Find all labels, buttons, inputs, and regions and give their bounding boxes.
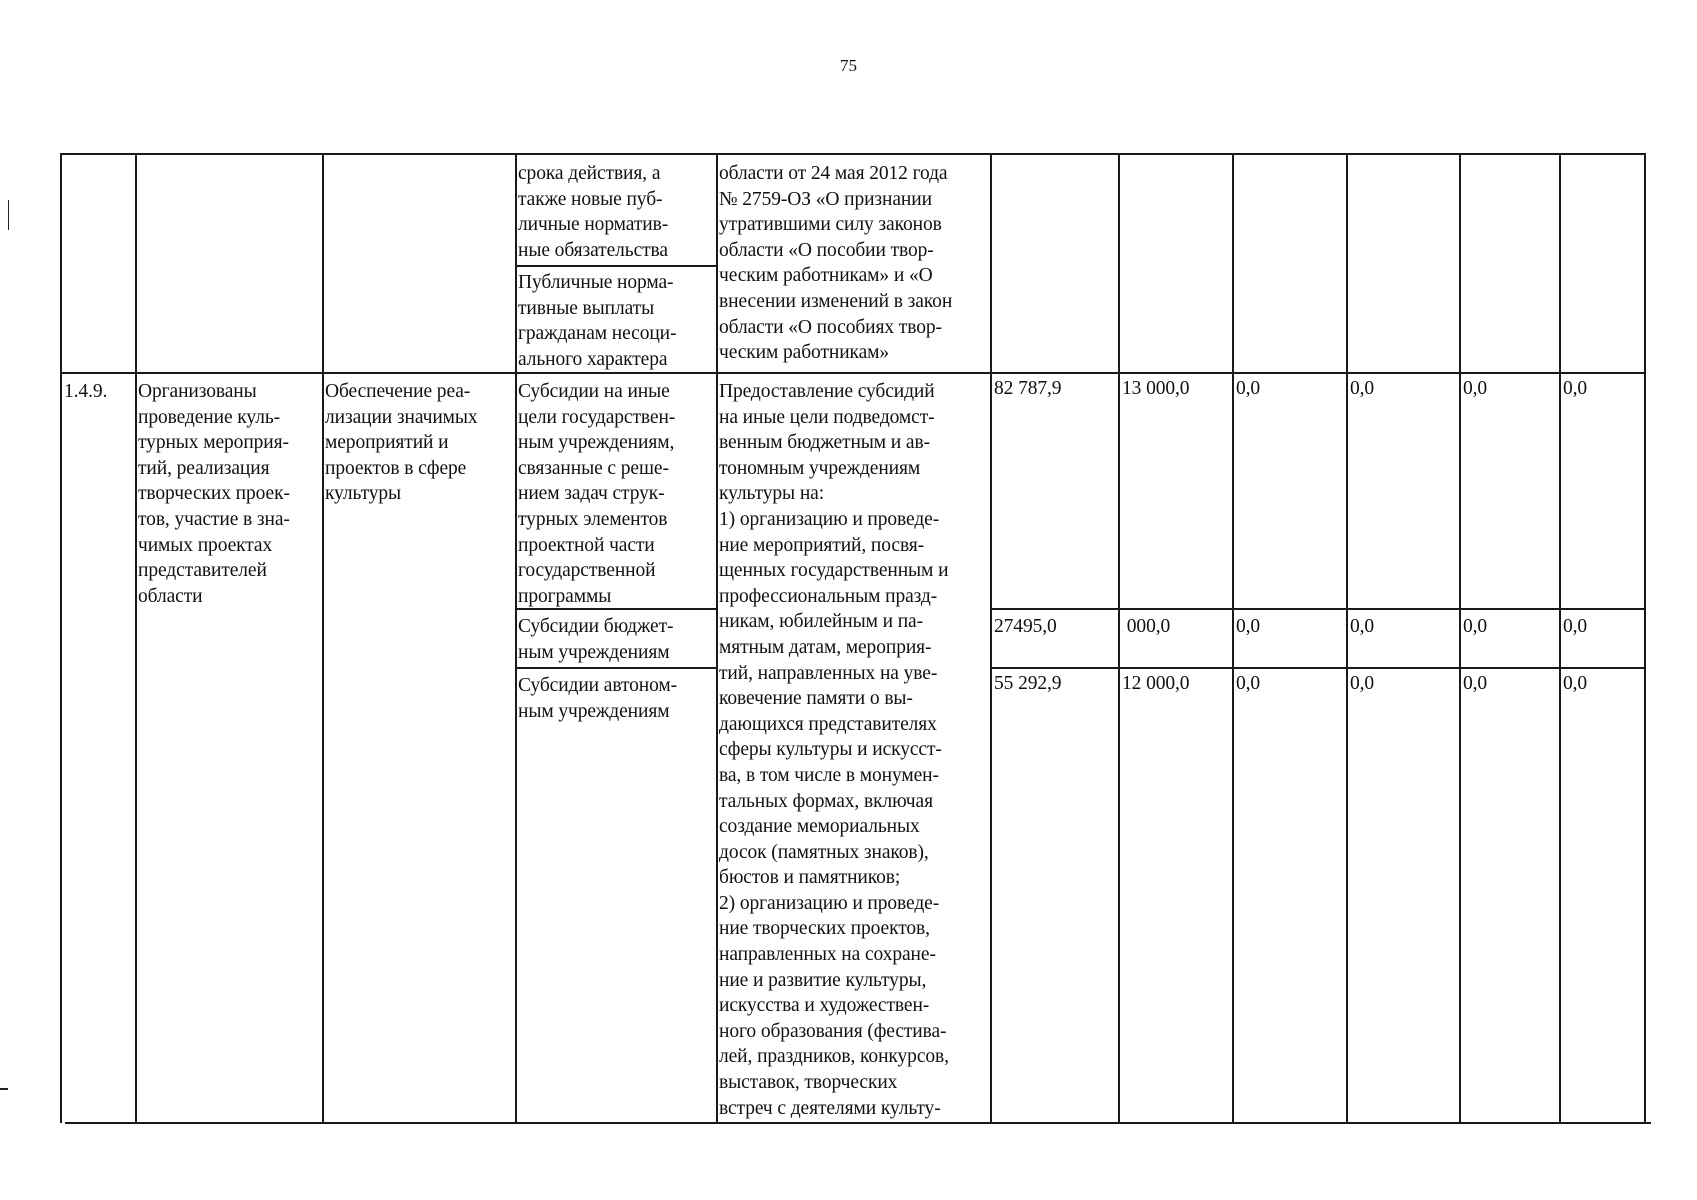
column-line	[1559, 153, 1561, 1123]
value-cell: 0,0	[1563, 378, 1588, 399]
value-cell: 0,0	[1563, 673, 1588, 694]
value-cell: 0,0	[1350, 673, 1375, 694]
value-cell: 0,0	[1463, 378, 1488, 399]
page-number: 75	[840, 56, 857, 75]
value-cell: 0,0	[1350, 616, 1375, 637]
column-line	[322, 153, 324, 1123]
value-cell: 0,0	[1236, 378, 1261, 399]
column-line	[135, 153, 137, 1123]
table-border-top	[60, 153, 1646, 155]
value-cell: 0,0	[1236, 616, 1261, 637]
row-separator	[515, 265, 718, 267]
column-line	[60, 153, 62, 1123]
continuation-description: области от 24 мая 2012 года № 2759-ОЗ «О признании утратившими силу законов области «О пособии твор- ческим работникам» и «О внесении изменений в закон области «О пособиях твор- ческим работникам»	[719, 163, 953, 364]
measure-description: Предоставление субсидий на иные цели подведомст- венным бюджетным и ав- тономным учреждениям культуры на: 1) организацию и проведе- ние мероприятий, посвя- щенных государственным и профессиональным празд- никам, юбилейным и па- мятным датам, мероприя- тий, направленных на уве- ковечение памяти о вы- дающихся представителях сферы культуры и искусст- ва, в том числе в монумен- тальных формах, включая создание мемориальных досок (памятных знаков), бюстов и памятников; 2) организацию и проведе- ние творческих проектов, направленных на сохране- ние и развитие культуры, искусства и художествен- ного образования (фестива- лей, праздников, конкурсов, выставок, творческих встреч с деятелями культу-	[719, 381, 949, 1119]
scan-mark	[8, 200, 9, 230]
row-separator	[60, 372, 1646, 374]
column-line	[515, 153, 517, 1123]
table-border-right	[1644, 153, 1646, 1123]
value-cell: 13 000,0	[1122, 378, 1190, 399]
value-cell: 55 292,9	[994, 673, 1062, 694]
scan-mark	[0, 1088, 8, 1090]
value-cell: 82 787,9	[994, 378, 1062, 399]
column-line	[1232, 153, 1234, 1123]
value-cell: 0,0	[1463, 616, 1488, 637]
subsidy-type: Субсидии на иные цели государствен- ным учреждениям, связанные с реше- нием задач струк- турных элементов проектной части государственной программы	[518, 381, 676, 607]
value-cell: 000,0	[1122, 616, 1171, 637]
column-line	[1346, 153, 1348, 1123]
continuation-type-text: срока действия, а также новые пуб- личные норматив- ные обязательства	[518, 163, 669, 261]
measure-name: Обеспечение реа- лизации значимых мероприятий и проектов в сфере культуры	[325, 381, 478, 505]
value-cell: 12 000,0	[1122, 673, 1190, 694]
subsidy-type: Субсидии бюджет- ным учреждениям	[518, 616, 674, 663]
continuation-type-text: Публичные норма- тивные выплаты гражданам несоци- ального характера	[518, 272, 677, 370]
value-cell: 0,0	[1350, 378, 1375, 399]
value-cell: 0,0	[1563, 616, 1588, 637]
row-separator	[990, 667, 1646, 669]
row-separator	[990, 608, 1646, 610]
column-line	[1118, 153, 1120, 1123]
row-number: 1.4.9.	[64, 381, 108, 402]
value-cell: 0,0	[1463, 673, 1488, 694]
column-line	[1459, 153, 1461, 1123]
value-cell: 27495,0	[994, 616, 1057, 637]
row-separator	[515, 667, 718, 669]
expected-result: Организованы проведение куль- турных мероприя- тий, реализация творческих проек- тов, участие в зна- чимых проектах представителей области	[138, 381, 290, 607]
value-cell: 0,0	[1236, 673, 1261, 694]
column-line	[716, 153, 718, 1123]
subsidy-type: Субсидии автоном- ным учреждениям	[518, 675, 678, 722]
table-border-bottom	[65, 1122, 1651, 1124]
